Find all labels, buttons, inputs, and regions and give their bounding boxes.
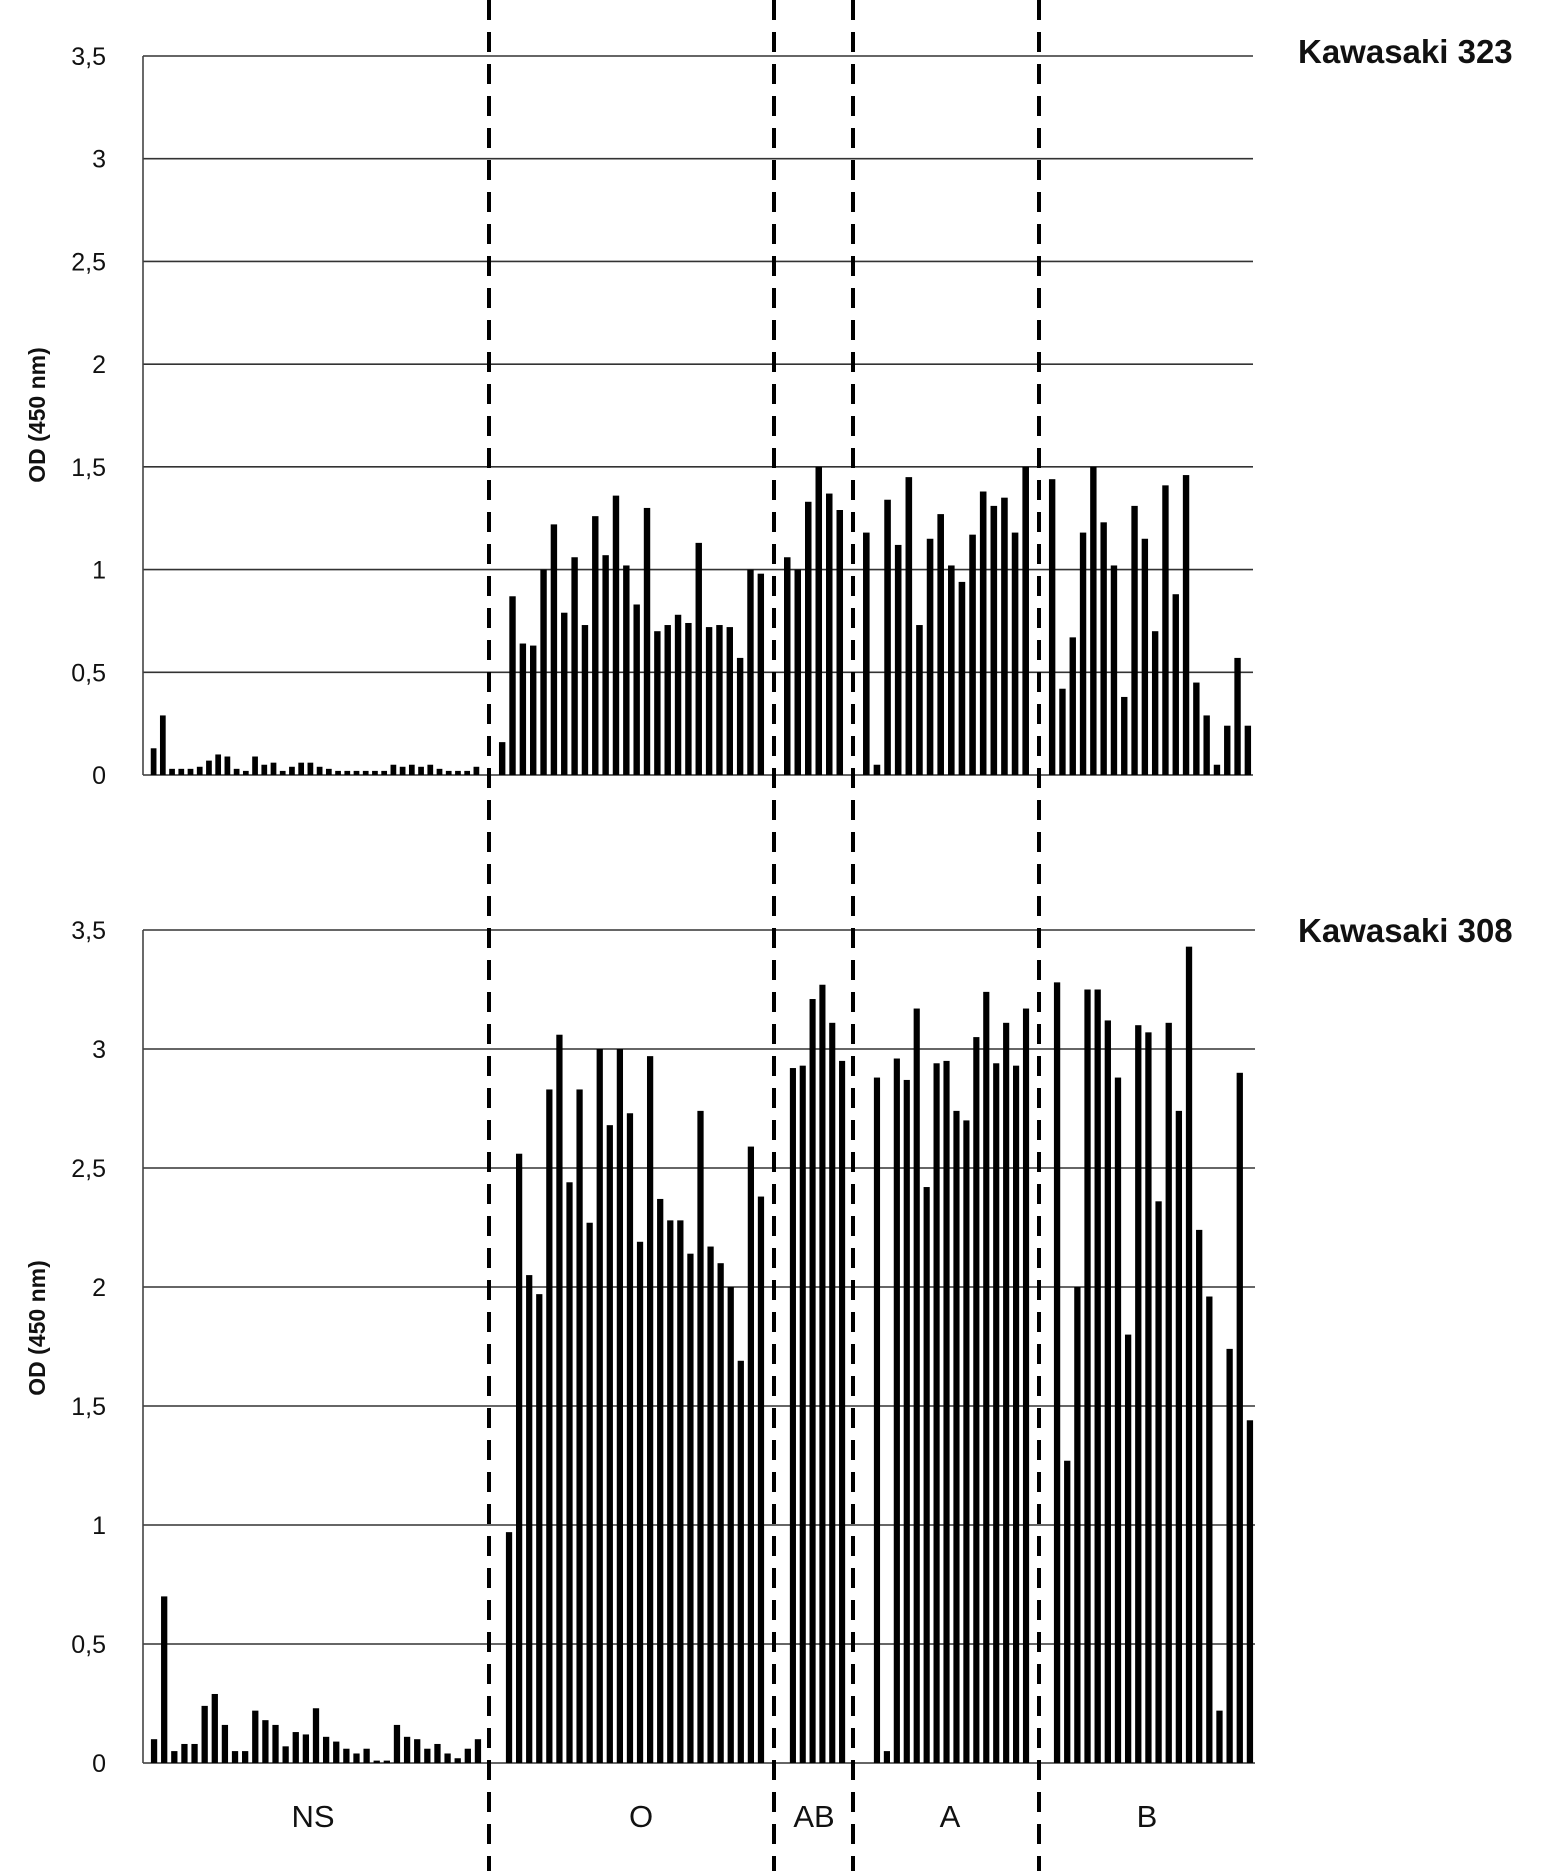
bar [418,767,424,775]
bar [455,1758,461,1763]
bar [675,615,681,775]
bars [151,467,1251,775]
bar [623,565,629,775]
bar [983,992,989,1763]
y-tick-label: 0,5 [71,659,106,688]
bar [1013,1066,1019,1763]
bar [592,516,598,775]
bar [516,1154,522,1763]
bar [738,1361,744,1763]
bar [197,767,203,775]
bar [1216,1711,1222,1763]
bar [526,1275,532,1763]
group-label-o: O [628,1799,654,1834]
bar [667,1220,673,1763]
bar [326,769,332,775]
bar [948,565,955,775]
bar [617,1049,623,1763]
bar [1054,982,1060,1763]
bar [400,767,406,775]
bar [178,769,184,775]
bar [404,1737,410,1763]
bar [980,492,987,775]
bar [464,771,470,775]
bar [1203,715,1209,775]
bar [280,771,286,775]
bar [354,771,360,775]
y-tick-label: 2,5 [71,248,106,277]
bar [465,1749,471,1763]
y-tick-label: 0,5 [71,1631,106,1659]
bar [1131,506,1137,775]
bar [953,1111,959,1763]
bar [597,1049,603,1763]
bar [333,1742,339,1763]
y-tick-label: 1,5 [71,453,106,482]
bar [540,570,546,775]
y-tick-label: 0 [92,1750,106,1778]
bar [1022,467,1029,775]
bar [1111,565,1117,775]
y-tick-label: 3 [92,1036,106,1064]
bar [212,1694,218,1763]
bar [202,1706,208,1763]
y-tick-label: 0 [92,762,106,790]
bar [1059,689,1065,775]
bars [151,947,1253,1763]
bar [1234,658,1240,775]
y-tick-label: 2 [92,351,106,380]
bar [566,1182,572,1763]
bar [556,1035,562,1763]
y-axis-label: OD (450 nm) [24,1260,50,1396]
bar [434,1744,440,1763]
bar [627,1113,633,1763]
bar [363,771,369,775]
bar [222,1725,228,1763]
bar [308,763,314,775]
bar [1196,1230,1202,1763]
bar [446,771,452,775]
y-tick-label: 3,5 [71,917,106,945]
bar [963,1120,969,1763]
bar [826,494,833,775]
bar [252,1711,258,1763]
bar [737,658,743,775]
bar [313,1708,319,1763]
bar [188,769,194,775]
bar [1023,1009,1029,1763]
bar [839,1061,845,1763]
bar [727,627,733,775]
bar [665,625,671,775]
y-tick-label: 1 [92,1512,106,1540]
group-label-a: A [939,1799,961,1834]
bar [1145,1032,1151,1763]
bar [520,644,526,775]
bar [1003,1023,1009,1763]
bar [816,467,823,775]
y-tick-labels [71,917,106,1778]
bar [381,771,387,775]
group-labels [291,1799,1157,1834]
bar [323,1737,329,1763]
bar [530,646,536,775]
bar [685,623,691,775]
y-axis-label: OD (450 nm) [24,347,50,483]
bar [252,757,258,775]
bar [289,767,295,775]
y-tick-labels [71,43,106,790]
bar [1245,726,1251,775]
bar [687,1254,693,1763]
bar [444,1753,450,1763]
bar [374,1761,380,1763]
bar [697,1111,703,1763]
bar [506,1532,512,1763]
bar [372,771,378,775]
group-label-b: B [1136,1799,1158,1834]
bar [924,1187,930,1763]
bar [993,1063,999,1763]
bar [1183,475,1189,775]
bar [427,765,433,775]
bar [582,625,588,775]
bar [819,985,825,1763]
bar [784,557,791,775]
bar [363,1749,369,1763]
bar [317,767,323,775]
bar [657,1199,663,1763]
bar [654,631,660,775]
bar [1142,539,1148,775]
bar [706,627,712,775]
bar [895,545,902,775]
bar [1121,697,1127,775]
bar [272,1725,278,1763]
bar [1247,1420,1253,1763]
bar [800,1066,806,1763]
chart-title: Kawasaki 308 [1298,912,1513,949]
bar [758,1197,764,1763]
bar [943,1061,949,1763]
bar [234,769,240,775]
bar [225,757,231,775]
bar [959,582,966,775]
bar [677,1220,683,1763]
bar [1224,726,1230,775]
bar [1214,765,1220,775]
bar [991,506,998,775]
bar [758,574,764,775]
bar [863,533,870,775]
bar [1074,1287,1080,1763]
bar [1173,594,1179,775]
bar [1152,631,1158,775]
bar [561,613,567,775]
y-tick-label: 1 [92,556,106,585]
bar [718,1263,724,1763]
bar [571,557,577,775]
y-tick-label: 3,5 [71,43,106,71]
bar [1193,683,1199,775]
bar [1155,1201,1161,1763]
bar [384,1761,390,1763]
bar [707,1247,713,1763]
bar [283,1746,289,1763]
bar [262,1720,268,1763]
bar [475,1739,481,1763]
bar [927,539,934,775]
bar [1206,1297,1212,1763]
bar [171,1751,177,1763]
bar [716,625,722,775]
bar [1090,467,1096,775]
bar [509,596,515,775]
bar [602,555,608,775]
bar [161,1596,167,1763]
bar [191,1744,197,1763]
chart-kawasaki-308 [24,912,1513,1778]
bar [810,999,816,1763]
bar [424,1749,430,1763]
bar [293,1732,299,1763]
bar [394,1725,400,1763]
y-tick-label: 1,5 [71,1393,106,1421]
bar [1095,990,1101,1764]
bar [1237,1073,1243,1763]
group-label-ns: NS [291,1799,335,1834]
bar [1162,485,1168,775]
bar [344,771,350,775]
bar [647,1056,653,1763]
chart-kawasaki-323 [24,33,1513,790]
bar [391,765,397,775]
bar [551,524,557,775]
bar [747,570,753,775]
bar [1049,479,1055,775]
bar [906,477,913,775]
bar [271,763,277,775]
bar [151,1739,157,1763]
bar [261,765,267,775]
bar [790,1068,796,1763]
bar [160,715,166,775]
bar [335,771,341,775]
bar [884,500,891,775]
bar [243,771,249,775]
y-tick-label: 3 [92,145,106,174]
bar [169,769,175,775]
bar [1125,1335,1131,1763]
bar [576,1089,582,1763]
bar [934,1063,940,1763]
chart-title: Kawasaki 323 [1298,33,1513,70]
bar [409,765,415,775]
bar [1064,1461,1070,1763]
bar [884,1751,890,1763]
bar [353,1753,359,1763]
bar [437,769,443,775]
bar [1135,1025,1141,1763]
bar [937,514,944,775]
bar [805,502,812,775]
bar [914,1009,920,1763]
bar [728,1287,734,1763]
y-tick-label: 2 [92,1274,106,1302]
bar [1001,498,1008,775]
bar [474,767,480,775]
bar [181,1744,187,1763]
bar [1105,1020,1111,1763]
bar [607,1125,613,1763]
bar [1080,533,1086,775]
bar [343,1749,349,1763]
bar [637,1242,643,1763]
bar [696,543,702,775]
bar [748,1147,754,1763]
bar [916,625,923,775]
bar [633,604,639,775]
bar [1166,1023,1172,1763]
bar [536,1294,542,1763]
bar [829,1023,835,1763]
bar [215,754,221,775]
bar [795,570,802,775]
bar [303,1734,309,1763]
bar [151,748,157,775]
bar [644,508,650,775]
bar [613,496,619,775]
bar [546,1089,552,1763]
bar [1186,947,1192,1763]
bar [904,1080,910,1763]
bar [1100,522,1106,775]
bar [1012,533,1019,775]
bar [969,535,976,775]
bar [1176,1111,1182,1763]
bar [232,1751,238,1763]
bar [1070,637,1076,775]
bar [1084,990,1090,1764]
bar [298,763,304,775]
bar [499,742,505,775]
bar [973,1037,979,1763]
bar [587,1223,593,1763]
bar [874,1078,880,1763]
bar [414,1739,420,1763]
y-tick-label: 2,5 [71,1155,106,1183]
bar [455,771,461,775]
bar [894,1059,900,1763]
bar [242,1751,248,1763]
bar [206,761,212,775]
group-label-ab: AB [793,1799,835,1834]
bar [1226,1349,1232,1763]
bar [1115,1078,1121,1763]
bar [874,765,881,775]
bar [837,510,844,775]
